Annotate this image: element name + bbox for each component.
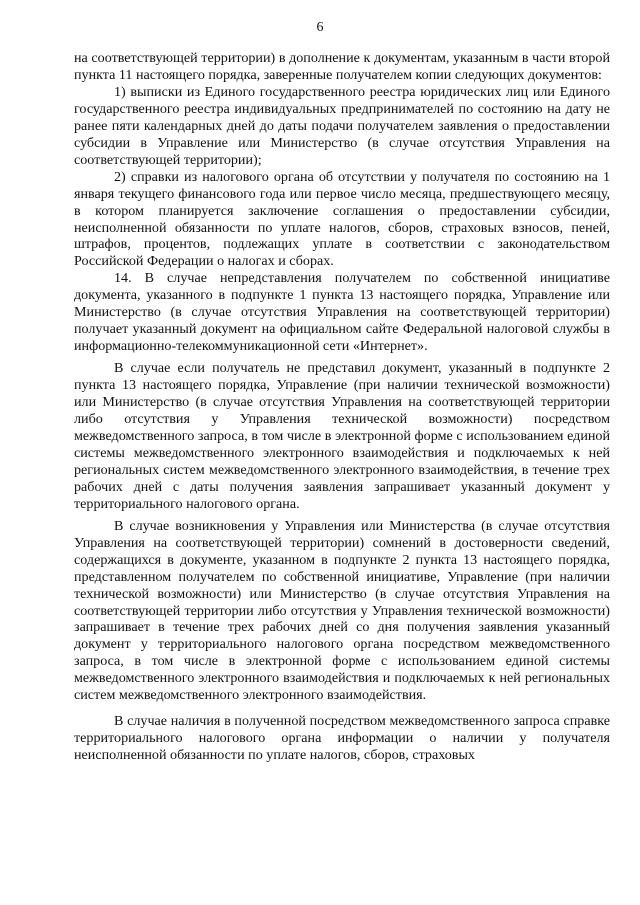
paragraph-item-1: 1) выписки из Единого государственного реестра юридических лиц или Единого государственного реестра индивидуальных предпринимателей по состоянию на дату не ранее пяти календарных дней до даты подачи получателем заявления о предоставлении субсидии в Управление или Министерство (в случае отсутствия Управления на соответствующей территории); [74,83,610,168]
paragraph-continuation: на соответствующей территории) в дополнение к документам, указанным в части второй пункта 11 настоящего порядка, заверенные получателем копии следующих документов: [74,50,610,83]
document-body [74,50,610,764]
paragraph-doubts: В случае возникновения у Управления или Министерства (в случае отсутствия Управления на соответствующей территории) сомнений в достоверности сведений, содержащихся в документе, указанном в подпункте 2 пункта 13 настоящего порядка, представленном получателем по собственной инициативе, Управление (при наличии технической возможности) или Министерство (в случае отсутствия Управления на соответствующей территории либо отсутствия у Управления технической возможности) запрашивает в течение трех рабочих дней со дня получения заявления указанный документ у территориального налогового органа посредством межведомственного запроса, в том числе в электронной форме с использованием единой системы межведомственного электронного взаимодействия и подключаемых к ней региональных систем межведомственного электронного взаимодействия. [74,517,610,704]
page-number: 6 [316,20,324,35]
paragraph-tax-request: В случае если получатель не представил документ, указанный в подпункте 2 пункта 13 настоящего порядка, Управление (при наличии технической возможности) или Министерство (в случае отсутствия Управления на соответствующей территории либо отсутствия у Управления технической возможности) посредством межведомственного запроса, в том числе в электронной форме с использованием единой системы межведомственного электронного взаимодействия и подключаемых к ней региональных систем межведомственного электронного взаимодействия, в течение трех рабочих дней с даты получения заявления запрашивает указанный документ у территориального налогового органа. [74,360,610,512]
paragraph-clause-14: 14. В случае непредставления получателем по собственной инициативе документа, указанного в подпункте 1 пункта 13 настоящего порядка, Управление или Министерство (в случае отсутствия Управления на соответствующей территории) получает указанный документ на официальном сайте Федеральной налоговой службы в информационно-телекоммуникационной сети «Интернет». [74,270,610,355]
paragraph-item-2: 2) справки из налогового органа об отсутствии у получателя по состоянию на 1 января текущего финансового года или первое число месяца, предшествующего месяцу, в котором планируется заключение соглашения о предоставлении субсидии, неисполненной обязанности по уплате налогов, сборов, страховых взносов, пеней, штрафов, процентов, подлежащих уплате в соответствии с законодательством Российской Федерации о налогах и сборах. [74,168,610,270]
paragraph-tax-debt: В случае наличия в полученной посредством межведомственного запроса справке территориального налогового органа информации о наличии у получателя неисполненной обязанности по уплате налогов, сборов, страховых [74,713,610,764]
